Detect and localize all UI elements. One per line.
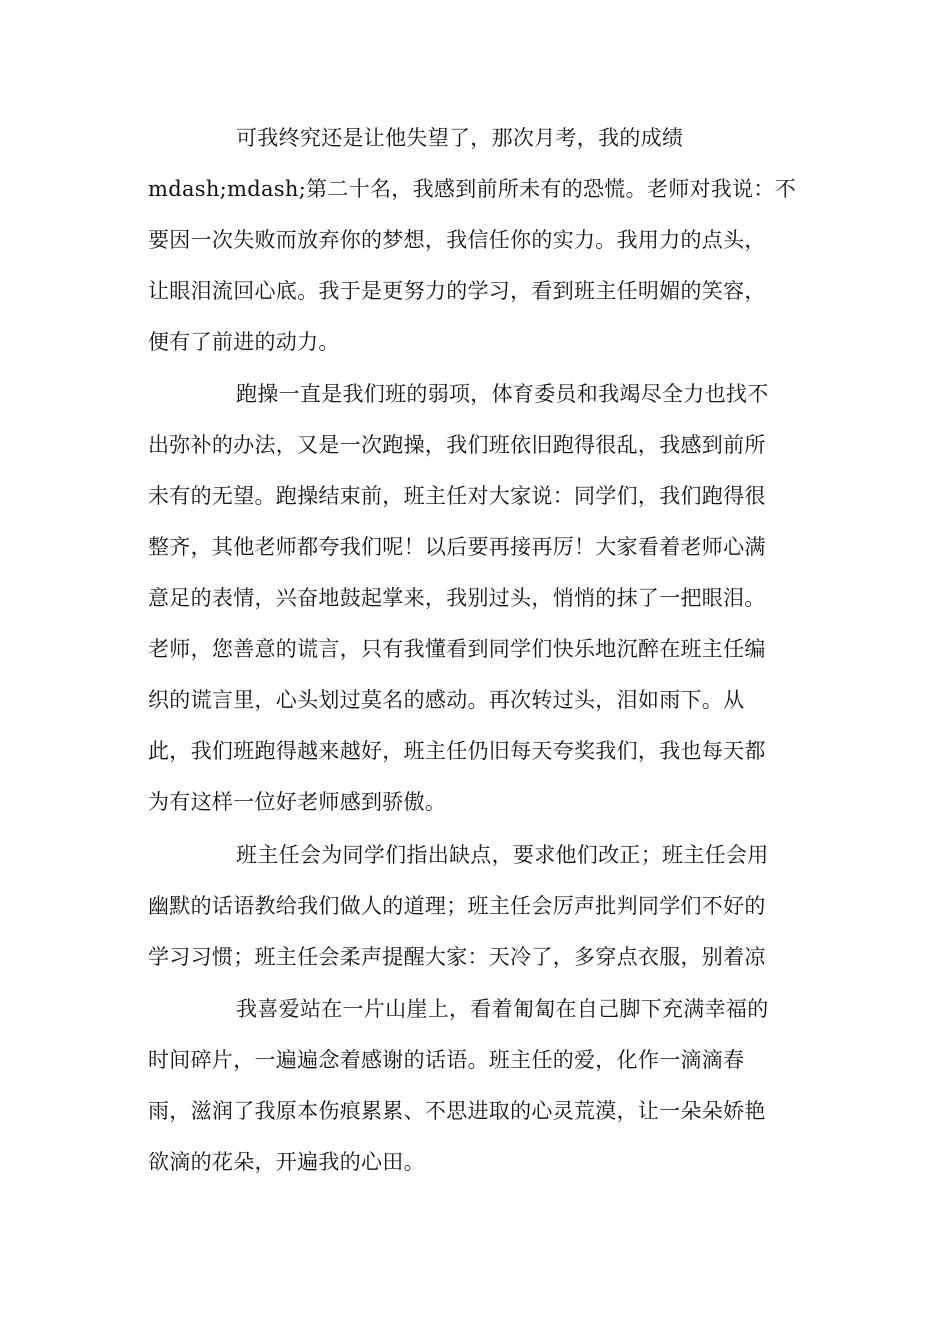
paragraph-3-line-1: 班主任会为同学们指出缺点，要求他们改正；班主任会用 [236,843,769,867]
paragraph-1-line-5: 便有了前进的动力。 [148,330,340,354]
paragraph-1-line-4: 让眼泪流回心底。我于是更努力的学习，看到班主任明媚的笑容， [148,279,766,303]
paragraph-4-line-4: 欲滴的花朵，开遍我的心田。 [148,1150,425,1174]
paragraph-2-line-9: 为有这样一位好老师感到骄傲。 [148,790,447,814]
paragraph-2-line-7: 织的谎言里，心头划过莫名的感动。再次转过头，泪如雨下。从 [148,688,745,712]
paragraph-1-line-1: 可我终究还是让他失望了，那次月考，我的成绩 [236,126,684,150]
paragraph-2-line-3: 未有的无望。跑操结束前，班主任对大家说：同学们，我们跑得很 [148,484,766,508]
paragraph-2-line-4: 整齐，其他老师都夸我们呢！以后要再接再厉！大家看着老师心满 [148,535,766,559]
paragraph-2-line-6: 老师，您善意的谎言，只有我懂看到同学们快乐地沉醉在班主任编 [148,637,766,661]
paragraph-4-line-1: 我喜爱站在一片山崖上，看着匍匐在自己脚下充满幸福的 [236,997,769,1021]
paragraph-4-line-3: 雨，滋润了我原本伤痕累累、不思进取的心灵荒漠，让一朵朵娇艳 [148,1099,766,1123]
paragraph-1-line-3: 要因一次失败而放弃你的梦想，我信任你的实力。我用力的点头， [148,228,766,252]
paragraph-2-line-2: 出弥补的办法，又是一次跑操，我们班依旧跑得很乱，我感到前所 [148,433,766,457]
paragraph-3-line-3: 学习习惯；班主任会柔声提醒大家：天冷了，多穿点衣服，别着凉 [148,945,766,969]
paragraph-2-line-1: 跑操一直是我们班的弱项，体育委员和我竭尽全力也找不 [236,382,769,406]
paragraph-4-line-2: 时间碎片，一遍遍念着感谢的话语。班主任的爱，化作一滴滴春 [148,1048,745,1072]
paragraph-2-line-8: 此，我们班跑得越来越好，班主任仍旧每天夸奖我们，我也每天都 [148,739,766,763]
paragraph-1-line-2: mdash;mdash;第二十名，我感到前所未有的恐慌。老师对我说：不 [148,177,797,201]
paragraph-2-line-5: 意足的表情，兴奋地鼓起掌来，我别过头，悄悄的抹了一把眼泪。 [148,586,766,610]
paragraph-3-line-2: 幽默的话语教给我们做人的道理；班主任会厉声批判同学们不好的 [148,894,766,918]
